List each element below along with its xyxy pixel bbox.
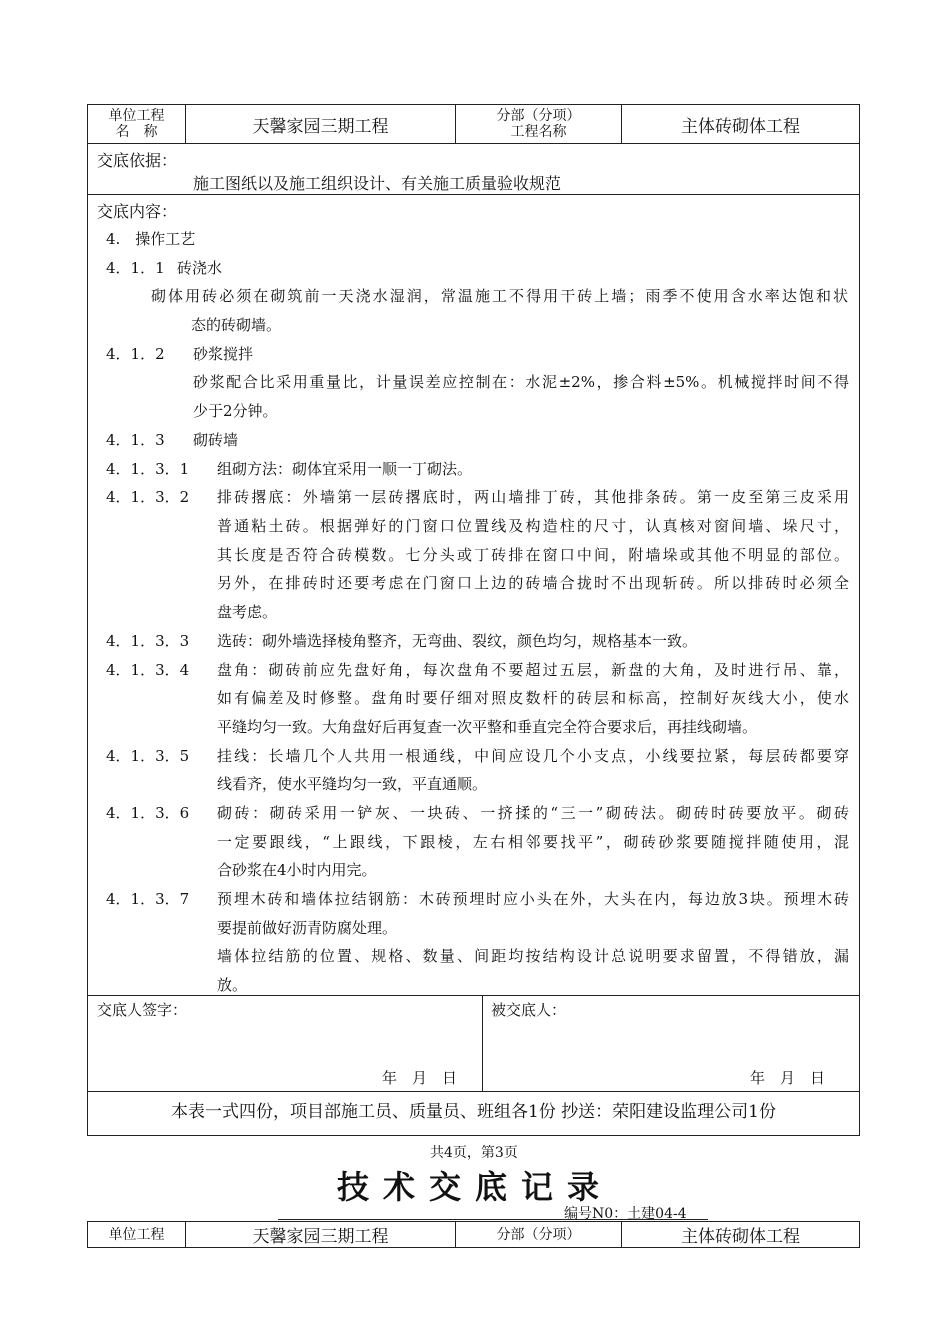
- item-line: 线看齐，使水平缝均匀一致，平直通顺。: [217, 775, 488, 793]
- item-number: 4．1．3．3: [106, 632, 190, 650]
- content-label: 交底内容：: [97, 202, 178, 221]
- item-line: 如有偏差及时修整。盘角时要仔细对照皮数杆的砖层和标高，控制好灰线大小，使水: [217, 689, 849, 707]
- giver-signature-label: 交底人签字：: [97, 1001, 188, 1019]
- section-heading-4: 4. 操作工艺: [106, 230, 196, 248]
- next-unit-label: 单位工程: [88, 1222, 186, 1248]
- item-line: 合砂浆在4小时内用完。: [217, 861, 377, 879]
- sub-project-label: [456, 105, 622, 144]
- section-number: 4．1．1: [106, 259, 165, 277]
- basis-label: 交底依据：: [97, 151, 178, 170]
- item-line: 组砌方法：砌体宜采用一顺一丁砌法。: [217, 460, 473, 478]
- giver-date: 年 月 日: [382, 1069, 458, 1087]
- item-line: 另外，在排砖时还要考虑在门窗口上边的砖墙合拢时不出现斩砖。所以排砖时必须全: [217, 574, 849, 592]
- item-line: 放。: [217, 976, 248, 994]
- item-line: 其长度是否符合砖模数。七分头或丁砖排在窗口中间，附墙垛或其他不明显的部位。: [217, 546, 849, 564]
- item-line: 盘角：砌砖前应先盘好角，每次盘角不要超过五层，新盘的大角，及时进行吊、靠，: [217, 661, 849, 679]
- section-title: 砌砖墙: [193, 431, 239, 449]
- unit-name-value: 天馨家园三期工程: [186, 105, 456, 144]
- item-line: 普通粘土砖。根据弹好的门窗口位置线及构造柱的尺寸，认真核对窗间墙、垛尺寸，: [217, 517, 849, 535]
- item-number: 4．1．3．4: [106, 661, 190, 679]
- paragraph-line: 少于2分钟。: [193, 402, 278, 420]
- unit-name-label: [88, 105, 186, 144]
- next-header-table: [87, 1221, 860, 1248]
- section-number: 4．1．3: [106, 431, 165, 449]
- item-number: 4．1．3．2: [106, 488, 190, 506]
- section-title: 砂浆搅拌: [193, 345, 254, 363]
- basis-section: [87, 144, 860, 195]
- next-sub-label: 分部（分项）: [456, 1222, 622, 1248]
- page-info: 共4页，第3页: [430, 1145, 518, 1161]
- unit-name-label-line1: 单位工程: [108, 108, 165, 124]
- item-line: 平缝均匀一致。大角盘好后再复查一次平整和垂直完全符合要求后，再挂线砌墙。: [217, 718, 758, 736]
- next-unit-value: 天馨家园三期工程: [186, 1222, 456, 1248]
- signature-divider: [482, 995, 483, 1091]
- item-line: 选砖：砌外墙选择棱角整齐，无弯曲、裂纹，颜色均匀，规格基本一致。: [217, 632, 698, 650]
- item-number: 4．1．3．6: [106, 804, 190, 822]
- item-line: 挂线：长墙几个人共用一根通线，中间应设几个小支点，小线要拉紧，每层砖都要穿: [217, 747, 849, 765]
- item-line: 要提前做好沥青防腐处理。: [217, 919, 398, 937]
- item-number: 4．1．3．5: [106, 747, 190, 765]
- sub-project-value: 主体砖砌体工程: [622, 105, 860, 144]
- document-number: 编号N0：土建04-4: [564, 1206, 687, 1222]
- content-section: [87, 194, 860, 996]
- basis-text: 施工图纸以及施工组织设计、有关施工质量验收规范: [193, 174, 562, 193]
- paragraph-line: 砂浆配合比采用重量比，计量误差应控制在：水泥±2%，掺合料±5%。机械搅拌时间不得: [193, 373, 849, 391]
- document-title: 技术交底记录: [336, 1168, 613, 1206]
- item-line: 预埋木砖和墙体拉结钢筋：木砖预埋时应小头在外，大头在内，每边放3块。预埋木砖: [217, 890, 849, 908]
- header-table: [87, 104, 860, 144]
- paragraph-line: 态的砖砌墙。: [191, 316, 282, 334]
- item-number: 4．1．3．1: [106, 460, 190, 478]
- distribution-note: 本表一式四份，项目部施工员、质量员、班组各1份 抄送：荣阳建设监理公司1份: [87, 1091, 860, 1136]
- receiver-date: 年 月 日: [750, 1069, 826, 1087]
- item-number: 4．1．3．7: [106, 890, 190, 908]
- item-line: 排砖撂底：外墙第一层砖撂底时，两山墙排丁砖，其他排条砖。第一皮至第三皮采用: [217, 488, 849, 506]
- number-underline: [278, 1219, 708, 1220]
- paragraph-line: 砌体用砖必须在砌筑前一天浇水湿润，常温施工不得用干砖上墙；雨季不使用含水率达饱和状: [151, 287, 848, 305]
- sub-project-label-line2: 工程名称: [510, 124, 567, 140]
- next-sub-value: 主体砖砌体工程: [622, 1222, 860, 1248]
- section-title: 砖浇水: [177, 259, 223, 277]
- section-number: 4．1．2: [106, 345, 165, 363]
- item-line: 墙体拉结筋的位置、规格、数量、间距均按结构设计总说明要求留置，不得错放，漏: [217, 947, 849, 965]
- item-line: 一定要跟线，“上跟线，下跟棱，左右相邻要找平”，砌砖砂浆要随搅拌随使用，混: [217, 833, 849, 851]
- unit-name-label-line2: 名 称: [115, 124, 158, 140]
- signature-section: [87, 995, 860, 1092]
- item-line: 盘考虑。: [217, 603, 278, 621]
- receiver-label: 被交底人：: [491, 1001, 567, 1019]
- item-line: 砌砖：砌砖采用一铲灰、一块砖、一挤揉的“三一”砌砖法。砌砖时砖要放平。砌砖: [217, 804, 849, 822]
- sub-project-label-line1: 分部（分项）: [496, 108, 581, 124]
